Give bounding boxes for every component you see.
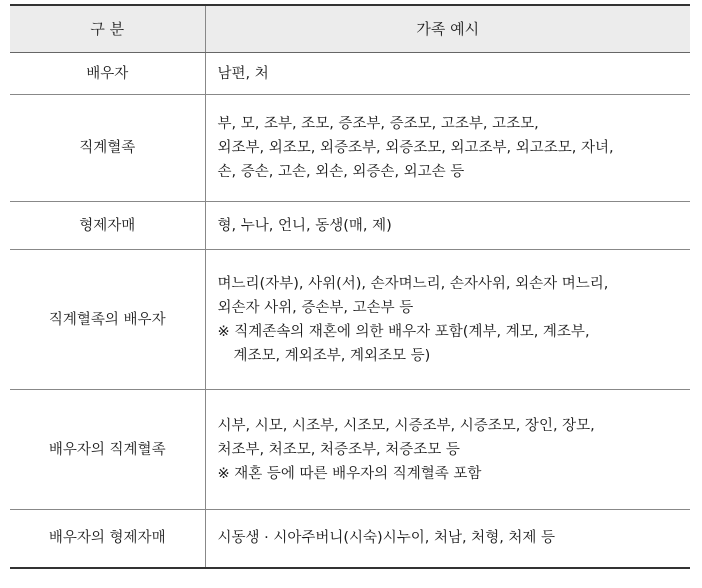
row-examples [205,390,690,510]
table-row [10,95,690,202]
family-relations-table [10,4,690,569]
row-category: 직계혈족의 배우자 [10,250,205,390]
table-row [10,53,690,95]
row-examples [205,250,690,390]
table-row [10,202,690,250]
table-row [10,510,690,568]
row-category: 형제자매 [10,202,205,250]
row-category: 배우자의 직계혈족 [10,390,205,510]
family-table-container [10,4,690,569]
row-examples [205,202,690,250]
example-line: 외조부, 외조모, 외증조부, 외증조모, 외고조부, 외고조모, 자녀, [217,140,614,156]
example-line: 처조부, 처조모, 처증조부, 처증조모 등 [217,441,460,458]
example-line: 시부, 시모, 시조부, 시조모, 시증조부, 시증조모, 장인, 장모, [217,417,595,434]
note-text: ※ 직계존속의 재혼에 의한 배우자 포함(계부, 계모, 계조부, [217,323,590,340]
note-text: ※ 재혼 등에 따른 배우자의 직계혈족 포함 [217,465,482,482]
header-category: 구 분 [10,5,205,53]
table-header-row [10,5,690,53]
example-line: 형, 누나, 언니, 동생(매, 제) [217,217,392,234]
header-example: 가족 예시 [205,5,690,53]
row-examples [205,510,690,568]
row-category: 배우자 [10,53,205,95]
example-line: 부, 모, 조부, 조모, 증조부, 증조모, 고조부, 고조모, [217,116,539,132]
row-category: 배우자의 형제자매 [10,510,205,568]
example-line: 손, 증손, 고손, 외손, 외증손, 외고손 등 [217,164,465,180]
row-category: 직계혈족 [10,95,205,202]
table-row [10,250,690,390]
example-line: 시동생 · 시아주버니(시숙)시누이, 처남, 처형, 처제 등 [217,530,556,547]
note-text-continued: 계조모, 계외조부, 계외조모 등) [233,347,431,364]
example-line: 며느리(자부), 사위(서), 손자며느리, 손자사위, 외손자 며느리, [217,275,609,292]
example-line: 남편, 처 [217,65,269,82]
row-examples [205,95,690,202]
table-row [10,390,690,510]
row-examples [205,53,690,95]
example-line: 외손자 사위, 증손부, 고손부 등 [217,299,414,316]
